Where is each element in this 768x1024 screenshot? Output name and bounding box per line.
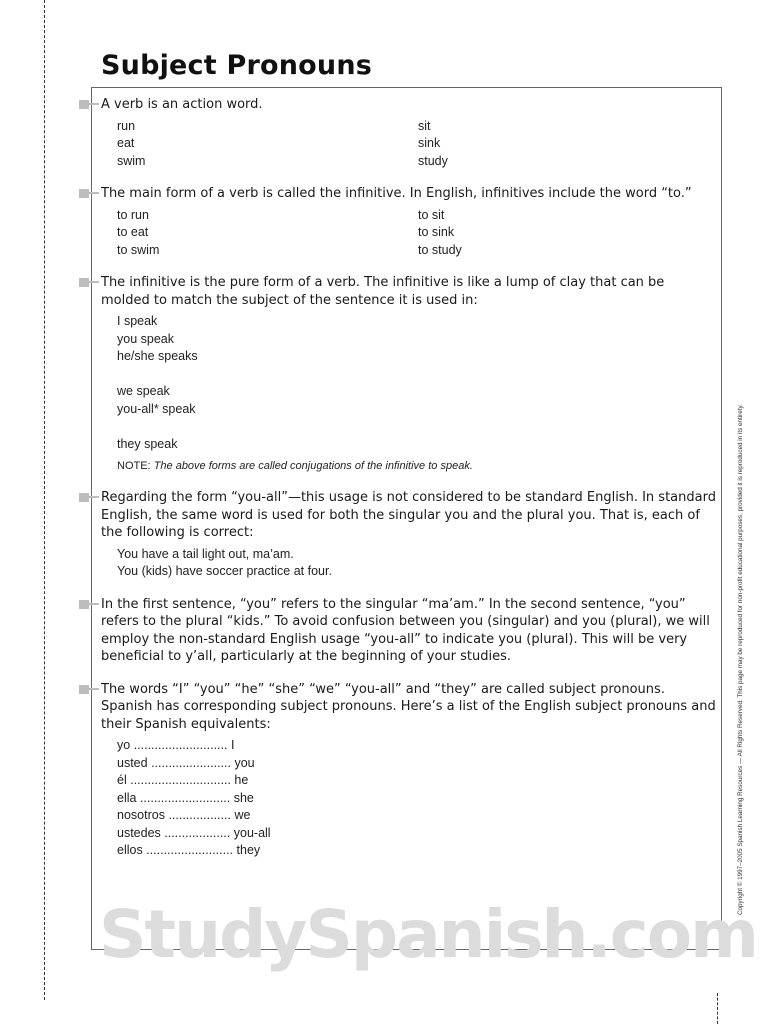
verb-column-left [117, 118, 418, 171]
infinitive-item: to run [117, 207, 149, 222]
spanish-pronoun: yo [117, 738, 131, 752]
dot-leader: ................... [164, 825, 231, 840]
verb-examples [117, 118, 716, 171]
left-cut-line [44, 0, 45, 1000]
dot-leader: ........................... [133, 738, 228, 752]
section-action-word [101, 96, 716, 170]
spanish-pronoun: ustedes [117, 825, 161, 840]
english-pronoun: you [234, 755, 255, 770]
note-label: NOTE: [117, 460, 151, 472]
english-pronoun: they [236, 843, 261, 857]
english-pronoun: you-all [233, 825, 271, 840]
english-pronoun: we [234, 808, 251, 822]
conjugation-item: we speak [117, 384, 170, 398]
section-conjugation [101, 274, 716, 474]
infinitive-column-right [418, 207, 618, 260]
dot-leader: ......................... [146, 843, 234, 857]
section-text: The words “I” “you” “he” “she” “we” “you-all” and “they” are called subject pronouns. Spanish has corresponding subject pronouns. Here’s a list of the English subject pronouns and their Spanish equivalents: [101, 681, 716, 732]
dot-leader: ....................... [151, 755, 231, 770]
section-text: Regarding the form “you-all”—this usage is not considered to be standard English. In standard English, the same word is used for both the singular you and the plural you. That is, each of the following is correct: [101, 490, 716, 540]
infinitive-item: to sit [418, 207, 445, 222]
worksheet-content [101, 96, 716, 875]
bullet-icon [79, 600, 89, 609]
bullet-icon [79, 493, 89, 502]
english-pronoun: I [230, 738, 235, 752]
infinitive-column-left [117, 207, 418, 260]
infinitive-examples [117, 207, 716, 260]
verb-item: study [418, 153, 448, 168]
bottom-cut-line [717, 993, 718, 1024]
verb-column-right [418, 118, 618, 171]
pronoun-row [117, 842, 716, 860]
pronoun-row [117, 772, 716, 790]
spanish-pronoun: ellos [117, 843, 143, 857]
english-pronoun: she [233, 790, 254, 805]
pronoun-row [117, 737, 716, 755]
dot-leader: .......................... [139, 790, 231, 805]
infinitive-item: to study [418, 242, 462, 257]
page-title: Subject Pronouns [101, 50, 373, 81]
pronoun-row [117, 755, 716, 773]
watermark-logo: StudySpanish.com [99, 896, 757, 973]
section-text: A verb is an action word. [101, 97, 263, 112]
section-subject-pronouns [101, 681, 716, 860]
pronoun-row [117, 790, 716, 808]
bullet-icon [79, 189, 89, 198]
conjugation-note [117, 459, 716, 474]
section-explanation [101, 596, 716, 666]
spanish-pronoun: usted [117, 755, 148, 770]
bullet-icon [79, 278, 89, 287]
dot-leader: .................. [168, 808, 231, 822]
section-text: The infinitive is the pure form of a verb. The infinitive is like a lump of clay that can be molded to match the subject of the sentence it is used in: [101, 275, 665, 308]
conjugation-list [117, 313, 716, 453]
note-text: The above forms are called conjugations of the infinitive to speak. [153, 460, 473, 472]
section-text: In the first sentence, “you” refers to the singular “ma’am.” In the second sentence, “you” refers to the plural “kids.” To avoid confusion between you (singular) and you (plural), we will employ the non-standard English usage “you-all” to indicate you (plural). This will be very beneficial to y’all, particularly at the beginning of your studies. [101, 596, 710, 664]
example-sentence: You (kids) have soccer practice at four. [117, 564, 332, 578]
dot-leader: ............................. [130, 773, 231, 787]
verb-item: eat [117, 136, 135, 150]
english-pronoun: he [234, 773, 249, 787]
conjugation-item: you speak [117, 331, 174, 346]
pronoun-row [117, 807, 716, 825]
copyright-notice: Copyright © 1997–2005 Spanish Learning Resources — All Rights Reserved. This page may be reproduced for non-profit educational purposes, provided it is reproduced in its entirety. [737, 404, 744, 915]
section-infinitive [101, 185, 716, 259]
section-you-all [101, 489, 716, 581]
verb-item: swim [117, 153, 146, 168]
spanish-pronoun: nosotros [117, 808, 165, 822]
infinitive-item: to sink [418, 225, 455, 239]
infinitive-item: to swim [117, 242, 160, 257]
verb-item: sit [418, 118, 431, 133]
bullet-icon [79, 100, 89, 109]
bullet-icon [79, 685, 89, 694]
spanish-pronoun: ella [117, 790, 137, 805]
example-sentence: You have a tail light out, ma’am. [117, 546, 294, 561]
example-sentences [117, 546, 716, 581]
verb-item: run [117, 118, 136, 133]
verb-item: sink [418, 136, 441, 150]
pronoun-row [117, 825, 716, 843]
conjugation-item: they speak [117, 436, 178, 451]
pronoun-table [117, 737, 716, 860]
section-text: The main form of a verb is called the infinitive. In English, infinitives include the word “to.” [101, 186, 692, 201]
infinitive-item: to eat [117, 225, 149, 239]
conjugation-item: he/she speaks [117, 349, 198, 363]
conjugation-item: you-all* speak [117, 401, 196, 416]
conjugation-item: I speak [117, 314, 158, 328]
spanish-pronoun: él [117, 773, 127, 787]
